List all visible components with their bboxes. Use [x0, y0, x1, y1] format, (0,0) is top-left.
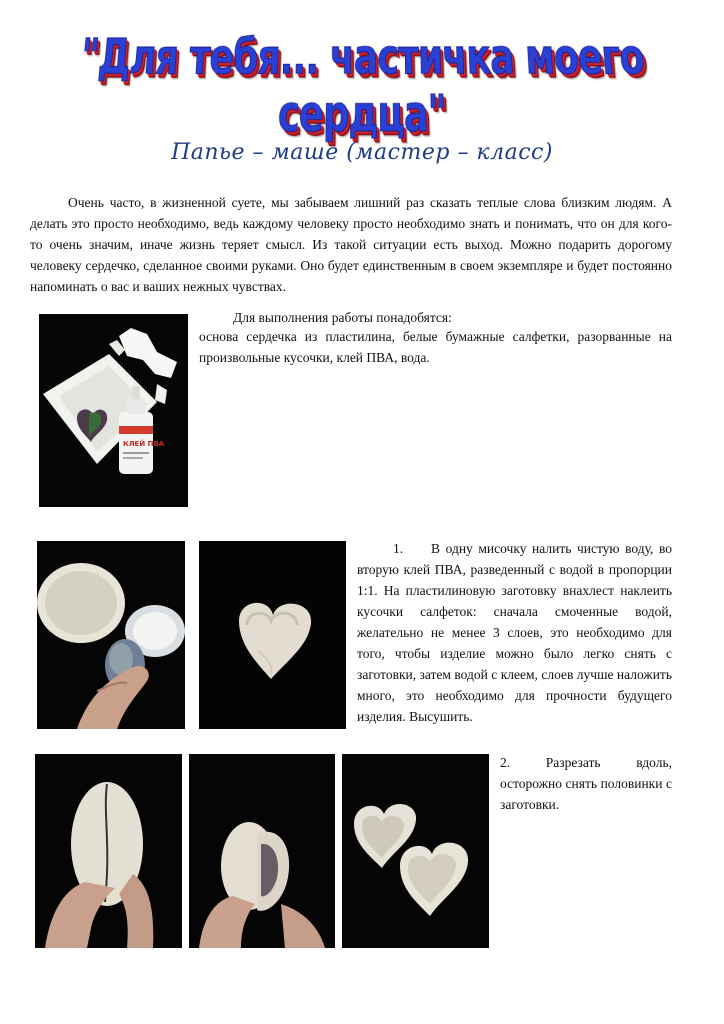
- step-2-body: Разрезать вдоль, осторожно снять половинки с заготовки.: [500, 755, 672, 812]
- page-subtitle: Папье – маше (мастер – класс): [171, 140, 553, 165]
- step-1-text: [357, 538, 672, 727]
- materials-photo: [39, 314, 188, 507]
- step1-photo-bowls: [37, 541, 185, 729]
- step-2-text: [500, 752, 672, 815]
- step2-photo-two-halves: [342, 754, 489, 948]
- materials-list: основа сердечка из пластилина, белые бумажные салфетки, разорванные на произвольные кусочки, клей ПВА, вода.: [199, 329, 672, 365]
- materials-heading: Для выполнения работы понадобятся:: [233, 310, 452, 325]
- step-2-number: 2.: [500, 755, 511, 770]
- step2-photo-cut: [35, 754, 182, 948]
- glue-label: КЛЕЙ ПВА: [123, 440, 165, 448]
- step2-photo-halves-open: [189, 754, 335, 948]
- page-title-banner: [20, 30, 704, 144]
- step-1-number: 1.: [393, 541, 404, 556]
- intro-paragraph: Очень часто, в жизненной суете, мы забываем лишний раз сказать теплые слова близким людям. А делать это просто необходимо, ведь каждому человеку просто необходимо знать и понимать, что он для кого-то очень значим, иначе жизнь теряет смысл. Из такой ситуации есть выход. Можно подарить дорогому человеку сердечко, сделанное своими руками. Оно будет единственным в своем экземпляре и будет постоянно напоминать о вас и ваших нежных чувствах.: [30, 195, 672, 294]
- page-title: "Для тебя... частичка моего сердца": [77, 30, 647, 144]
- step1-photo-heart: [199, 541, 346, 729]
- step-1-body: В одну мисочку налить чистую воду, во вторую клей ПВА, разведенный с водой в пропорции 1:1. На пластилиновую заготовку внахлест наклеить кусочки салфеток: сначала смоченные водой, желательно не менее 3 слоев, это необходимо для того, чтобы изделие можно было легко снять с заготовки, затем водой с клеем, слоев лучше наложить много, это необходимо для прочности будущего изделия. Высушить.: [357, 541, 672, 724]
